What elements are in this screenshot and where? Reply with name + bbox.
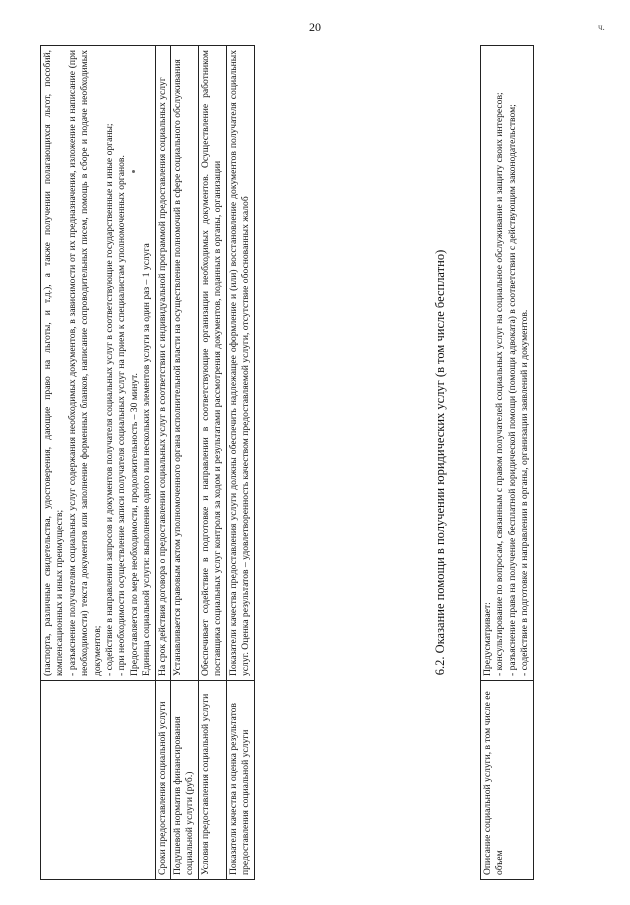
row-content bbox=[155, 46, 170, 681]
row-content bbox=[481, 46, 534, 681]
row-label: Подушевой норматив финансирования социальной услуги (руб.) bbox=[171, 681, 199, 880]
content-line: На срок действия договора о предоставлении социальных услуг в соответствии с индивидуальной программой предоставления социальных услуг bbox=[156, 77, 168, 676]
page-number: 20 bbox=[309, 20, 321, 34]
row-content bbox=[226, 46, 254, 681]
row-label: Показатели качества и оценка результатов предоставления социальной услуги bbox=[226, 681, 254, 880]
content-line: (паспорта, различные свидетельства, удостоверения, дающие право на льготы, и т.д.), а также получении полагающихся льгот, пособий, компенсационных и иных преимуществ; bbox=[42, 50, 66, 676]
row-content bbox=[198, 46, 226, 681]
section-heading: 6.2. Оказание помощи в получении юридических услуг (в том числе бесплатно) bbox=[433, 249, 447, 676]
table-row bbox=[155, 46, 170, 880]
content-line: - при необходимости осуществление записи получателя социальных услуг на прием к специалистам уполномоченных органов. bbox=[116, 155, 128, 676]
row-label: Условия предоставления социальной услуги bbox=[198, 681, 226, 880]
content-line: - содействие в подготовке и направлении в органы, организации заявлений и документов. bbox=[519, 309, 531, 676]
rotated-page-content bbox=[40, 45, 610, 880]
content-line: - содействие в направлении запросов и документов получателя социальных услуг в соответствующие государственные и иные органы; bbox=[104, 123, 116, 676]
content-line: - консультирование по вопросам, связанным с правом получателей социальных услуг на социальное обслуживание и защиту своих интересов; bbox=[494, 92, 506, 676]
table-row bbox=[171, 46, 199, 880]
table-row bbox=[226, 46, 254, 880]
content-line: Единица социальной услуги: выполнение одного или нескольких элементов услуги за один раз – 1 услуга bbox=[141, 243, 153, 676]
content-line: Предоставляется по мере необходимости, продолжительность – 30 минут. bbox=[128, 373, 140, 676]
row-label: Описание социальной услуги, в том числе ее объем bbox=[481, 681, 534, 880]
row-label bbox=[41, 681, 156, 880]
content-line: Обеспечивает содействие в подготовке и направлении в соответствующие организации необходимых документов. Осуществление работником поставщика социальных услуг контроля за ходом и результатами рассмотрения документов, поданных в органы, организации bbox=[199, 50, 224, 676]
edge-mark: ч. bbox=[598, 22, 605, 32]
content-line: Предусматривает: bbox=[482, 602, 493, 676]
table-row bbox=[481, 46, 534, 880]
row-label: Сроки предоставления социальной услуги bbox=[155, 681, 170, 880]
table-row bbox=[41, 46, 156, 880]
row-content bbox=[171, 46, 199, 681]
row-content bbox=[41, 46, 156, 681]
content-line: - разъяснение права на получение бесплатной юридической помощи (помощи адвоката) в соответствии с действующим законодательством; bbox=[506, 104, 518, 676]
content-line: - разъяснение получателям социальных услуг содержания необходимых документов, в зависимости от их предназначения, изложение и написание (при необходимости) текста документов или заполнение форменных бланков, написание сопроводительных писем, помощь в сборе и подаче необходимых документов; bbox=[66, 50, 103, 676]
content-line: Показатели качества предоставления услуги должны обеспечить надлежащее оформление и (или) восстановление документов получателя социальных услуг. Оценка результатов – удовлетворенность качеством предоставляемой услуги, отсутствие обоснованных жалоб bbox=[227, 50, 252, 676]
table-row bbox=[198, 46, 226, 880]
content-line: Устанавливается правовым актом уполномоченного органа исполнительной власти на осуществление полномочий в сфере социального обслуживания bbox=[172, 59, 184, 676]
service-table-6-1 bbox=[40, 45, 255, 880]
service-table-6-2 bbox=[480, 45, 534, 880]
